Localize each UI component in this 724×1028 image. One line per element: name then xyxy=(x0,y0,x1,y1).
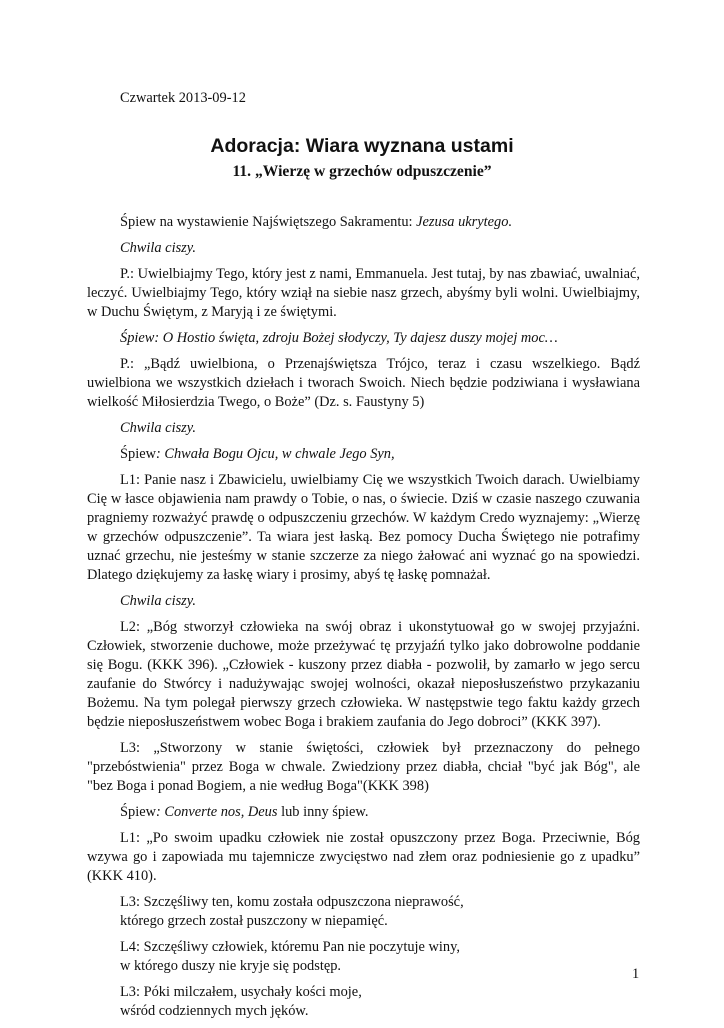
silence-note: Chwila ciszy. xyxy=(120,240,196,256)
paragraph-silence xyxy=(87,239,640,258)
paragraph-reader-4: L1: „Po swoim upadku człowiek nie został opuszczony przez Boga. Przeciwnie, Bóg wzywa go i zapowiada mu tajemnicze zwycięstwo nad złem oraz podniesienie go z upadku” (KKK 410). xyxy=(87,830,640,884)
silence-note: Chwila ciszy. xyxy=(120,420,196,436)
silence-note: Chwila ciszy. xyxy=(120,593,196,609)
document-subtitle: 11. „Wierzę w grzechów odpuszczenie” xyxy=(232,163,492,180)
document-body xyxy=(87,213,640,1028)
verse-line: L4: Szczęśliwy człowiek, któremu Pan nie poczytuje winy, xyxy=(120,939,460,955)
paragraph-hymn-2 xyxy=(87,329,640,348)
document-date: Czwartek 2013-09-12 xyxy=(120,90,246,106)
paragraph-text: lub inny śpiew. xyxy=(277,804,369,820)
verse-line: którego grzech został puszczony w niepamięć. xyxy=(120,913,388,929)
psalm-verse-2 xyxy=(87,938,640,976)
verse-line: L3: Szczęśliwy ten, komu została odpuszczona nieprawość, xyxy=(120,894,464,910)
hymn-title: : Converte nos, Deus xyxy=(155,804,278,820)
page-number: 1 xyxy=(632,966,640,982)
verse-line: w którego duszy nie kryje się podstęp. xyxy=(120,958,342,974)
paragraph-silence xyxy=(87,592,640,611)
hymn-title: : Chwała Bogu Ojcu, w chwale Jego Syn, xyxy=(155,446,395,462)
document-title: Adoracja: Wiara wyznana ustami xyxy=(210,135,514,157)
paragraph-text: Śpiew xyxy=(120,804,156,820)
verse-line: L3: Póki milczałem, usychały kości moje, xyxy=(120,984,362,1000)
verse-line: wśród codziennych mych jęków. xyxy=(120,1003,309,1019)
paragraph-text: Śpiew na wystawienie Najświętszego Sakramentu: xyxy=(120,214,417,230)
paragraph-reader-2: L2: „Bóg stworzył człowieka na swój obraz i ukonstytuował go w swojej przyjaźni. Człowiek, stworzenie duchowe, może przeżywać tę przyjaźń tylko jako dobrowolne poddanie się Bogu. (KKK 396). „Człowiek - kuszony przez diabła - pozwolił, by zamarło w jego sercu zaufanie do Stwórcy i nadużywając swojej wolności, okazał nieposłuszeństwo przykazaniu Bożemu. Na tym polegał pierwszy grzech człowieka. W następstwie tego faktu każdy grzech będzie nieposłuszeństwem wobec Boga i brakiem zaufania do Jego dobroci” (KKK 397). xyxy=(87,619,640,730)
psalm-verse-1 xyxy=(87,893,640,931)
paragraph-silence xyxy=(87,419,640,438)
paragraph-priest-2: P.: „Bądź uwielbiona, o Przenajświętsza Trójco, teraz i czasu wszelkiego. Bądź uwielbiona we wszystkich dziełach i tworach Swoich. Niech będzie podziwiana i wysławiana wielkość Miłosierdzia Twego, o Boże” (Dz. s. Faustyny 5) xyxy=(87,356,640,410)
paragraph-hymn-3 xyxy=(87,445,640,464)
paragraph-text: Śpiew xyxy=(120,446,156,462)
paragraph-reader-3: L3: „Stworzony w stanie świętości, człowiek był przeznaczony do pełnego "przebóstwienia" przez Boga w chwale. Zwiedziony przez diabła, chciał "być jak Bóg", ale "bez Boga i ponad Bogiem, a nie według Boga"(KKK 398) xyxy=(87,740,640,794)
hymn-line: Śpiew: O Hostio święta, zdroju Bożej słodyczy, Ty dajesz duszy mojej moc… xyxy=(120,330,558,346)
paragraph-reader-1: L1: Panie nasz i Zbawicielu, uwielbiamy Cię we wszystkich Twoich darach. Uwielbiamy Cię w łasce objawienia nam prawdy o Tobie, o nas, o świecie. Dziś w czasie naszego czuwania pragniemy rozważyć prawdę o odpuszczeniu grzechów. W każdym Credo wyznajemy: „Wierzę w grzechów odpuszczenie”. Ta wiara jest łaską. Bez pomocy Ducha Świętego nie potrafimy uznać grzechu, nie jesteśmy w stanie szczerze za niego żałować ani wyznać go na spowiedzi. Dlatego dziękujemy za łaskę wiary i prosimy, abyś tę łaskę pomnażał. xyxy=(87,472,640,583)
hymn-title: Jezusa ukrytego. xyxy=(416,214,513,230)
paragraph-hymn-exposition xyxy=(87,213,640,232)
paragraph-priest-1: P.: Uwielbiajmy Tego, który jest z nami, Emmanuela. Jest tutaj, by nas zbawiać, uwalniać, leczyć. Uwielbiajmy Tego, który wziął na siebie nasz grzech, abyśmy byli wolni. Uwielbiajmy, w Duchu Świętym, z Maryją i ze świętymi. xyxy=(87,266,640,320)
psalm-verse-3 xyxy=(87,983,640,1021)
paragraph-hymn-4 xyxy=(87,803,640,822)
